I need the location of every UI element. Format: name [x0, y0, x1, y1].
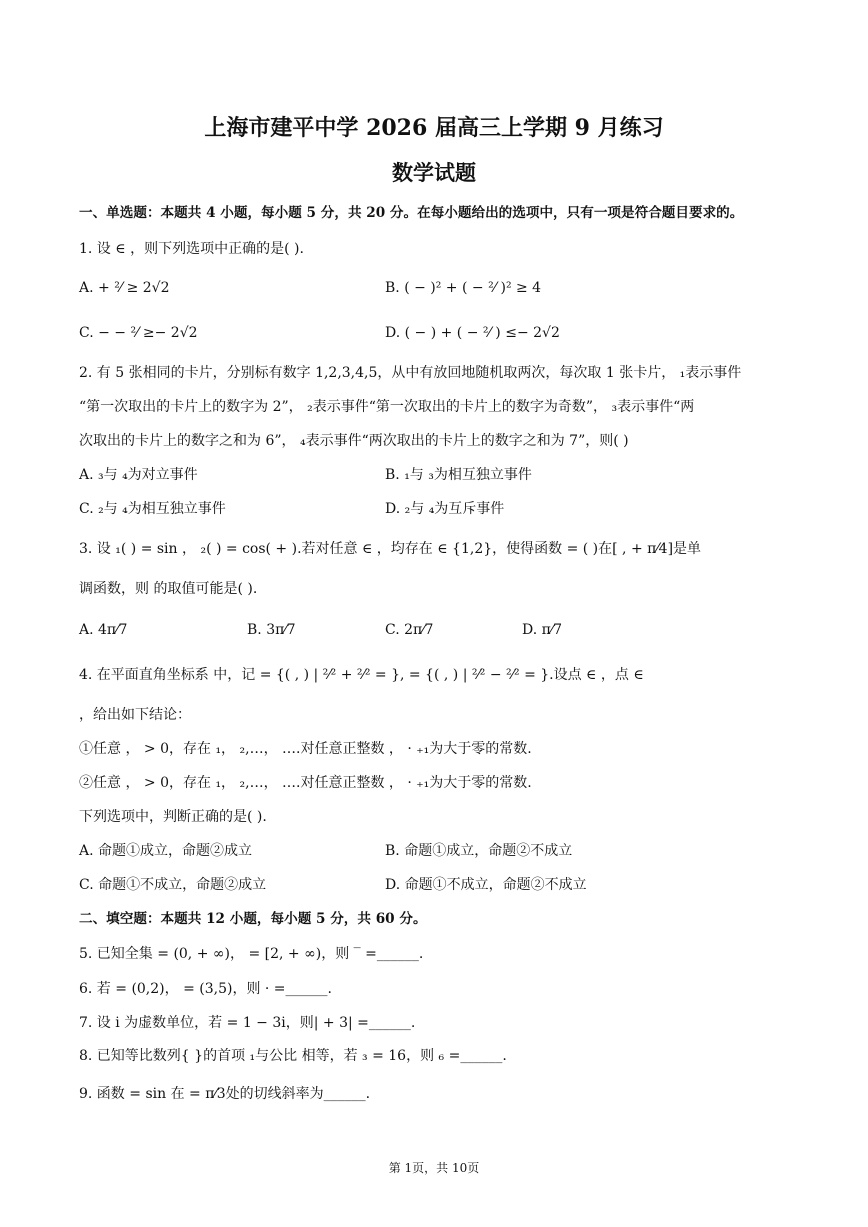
q5-text: 5. 已知全集 = (0, + ∞)， = [2, + ∞)，则 ‾ =______. — [79, 946, 424, 962]
q4-option-a: A. 命题①成立，命题②成立 — [79, 843, 253, 859]
q1-option-a: A. + ²⁄ ≥ 2√2 — [79, 280, 170, 296]
q3-option-c: C. 2π⁄7 — [385, 622, 434, 638]
q3-option-b: B. 3π⁄7 — [247, 622, 296, 638]
q1-stem: 1. 设 ∈ ，则下列选项中正确的是( ). — [79, 241, 304, 257]
q2-option-c: C. ₂与 ₄为相互独立事件 — [79, 501, 226, 517]
q8-text: 8. 已知等比数列{ }的首项 ₁与公比 相等，若 ₃ = 16，则 ₆ =______. — [79, 1048, 507, 1064]
q1-option-b: B. ( − )² + ( − ²⁄ )² ≥ 4 — [385, 280, 542, 296]
q2-option-a: A. ₃与 ₄为对立事件 — [79, 467, 198, 483]
q4-question: 下列选项中，判断正确的是( ). — [79, 809, 267, 825]
q4-proposition-2: ②任意 ， > 0，存在 ₁， ₂,…， ….对任意正整数 ， · ₊₁为大于零的常数. — [79, 775, 532, 791]
q3-option-a: A. 4π⁄7 — [79, 622, 128, 638]
q3-option-d: D. π⁄7 — [522, 622, 563, 638]
q2-option-d: D. ₂与 ₄为互斥事件 — [385, 501, 505, 517]
exam-subtitle: 数学试题 — [392, 160, 476, 185]
q7-text: 7. 设 i 为虚数单位，若 = 1 − 3i，则| + 3| =______. — [79, 1015, 416, 1031]
q1-option-d: D. ( − ) + ( − ²⁄ ) ≤− 2√2 — [385, 325, 560, 341]
q9-text: 9. 函数 = sin 在 = π⁄3处的切线斜率为______. — [79, 1086, 371, 1102]
q2-line-1: 2. 有 5 张相同的卡片，分别标有数字 1,2,3,4,5，从中有放回地随机取两次，每次取 1 张卡片， ₁表示事件 — [79, 365, 742, 381]
q4-line-1: 4. 在平面直角坐标系 中，记 = {( , ) | ²⁄² + ²⁄² = }, = {( , ) | ²⁄² − ²⁄² = }.设点 ∈ ，点 ∈ — [79, 667, 644, 683]
page-number: 第 1页，共 10页 — [388, 1161, 480, 1175]
exam-title: 上海市建平中学 2026 届高三上学期 9 月练习 — [204, 115, 664, 141]
q4-option-c: C. 命题①不成立，命题②成立 — [79, 877, 267, 893]
q3-line-2: 调函数，则 的取值可能是( ). — [79, 581, 258, 597]
q4-option-d: D. 命题①不成立，命题②不成立 — [385, 877, 587, 893]
q4-proposition-1: ①任意 ， > 0，存在 ₁， ₂,…， ….对任意正整数 ， · ₊₁为大于零的常数. — [79, 741, 532, 757]
section-2-heading: 二、填空题：本题共 12 小题，每小题 5 分，共 60 分。 — [79, 911, 427, 927]
q2-line-3: 次取出的卡片上的数字之和为 6”， ₄表示事件“两次取出的卡片上的数字之和为 7”，则( ) — [79, 433, 629, 449]
q3-line-1: 3. 设 ₁( ) = sin ， ₂( ) = cos( + ).若对任意 ∈ ，均存在 ∈ {1,2}，使得函数 = ( )在[ , + π⁄4]是单 — [79, 541, 702, 557]
q6-text: 6. 若 = (0,2)， = (3,5)，则 · =______. — [79, 981, 332, 997]
q4-option-b: B. 命题①成立，命题②不成立 — [385, 843, 573, 859]
section-1-heading: 一、单选题：本题共 4 小题，每小题 5 分，共 20 分。在每小题给出的选项中，只有一项是符合题目要求的。 — [79, 205, 744, 221]
q1-option-c: C. − − ²⁄ ≥− 2√2 — [79, 325, 198, 341]
q4-line-2: ，给出如下结论： — [79, 707, 191, 723]
q2-option-b: B. ₁与 ₃为相互独立事件 — [385, 467, 532, 483]
q2-line-2: “第一次取出的卡片上的数字为 2”， ₂表示事件“第一次取出的卡片上的数字为奇数”， ₃表示事件“两 — [79, 399, 695, 415]
